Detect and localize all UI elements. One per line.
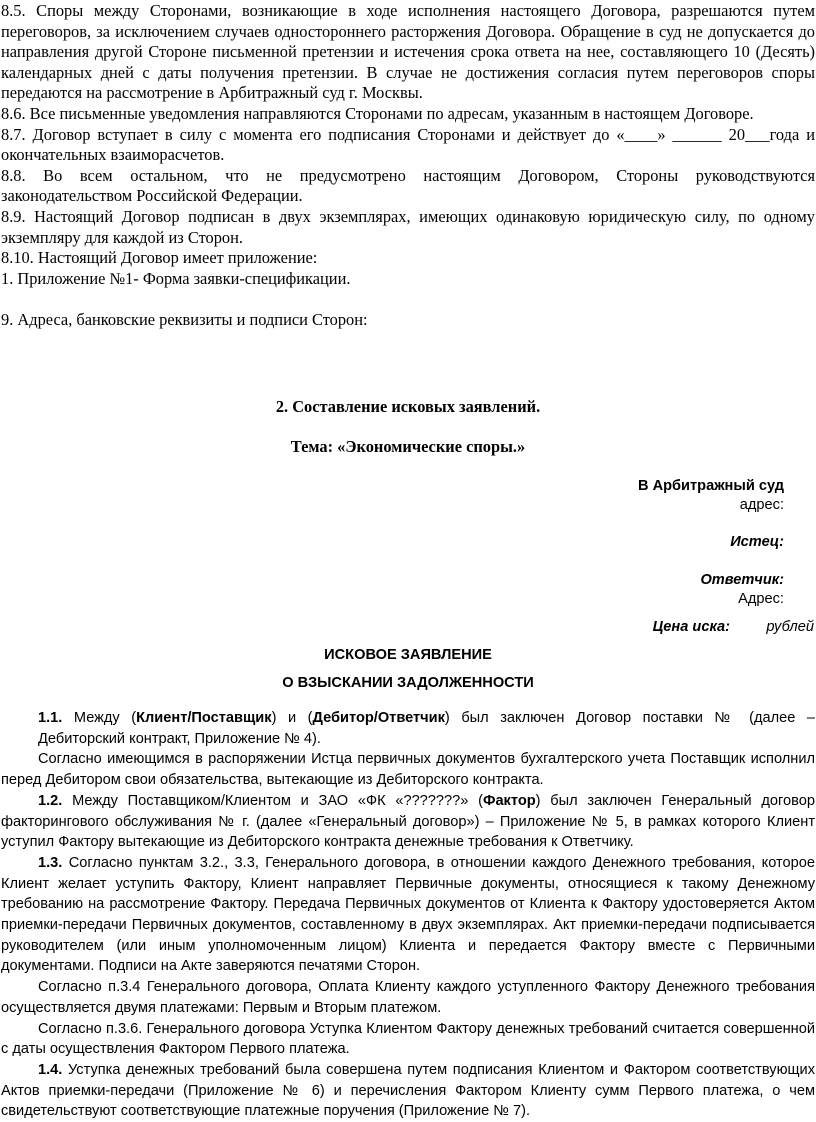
text-fragment: ) и ( — [271, 710, 313, 726]
defendant-label: Ответчик: — [700, 572, 784, 588]
paragraph-number: 1.1. — [38, 710, 63, 726]
clause-8-6: 8.6. Все письменные уведомления направляются Сторонами по адресам, указанным в настоящем Договоре. — [1, 103, 754, 123]
claim-price-label: Цена иска: — [652, 619, 730, 635]
paragraph-1-3-b: Согласно п.3.4 Генерального договора, Оплата Клиенту каждого уступленного Фактору Денежного требования осуществляется двумя платежами: Первым и Вторым платежом. — [1, 979, 815, 1016]
spacer — [1, 289, 815, 310]
claim-subtitle: О ВЗЫСКАНИИ ЗАДОЛЖЕННОСТИ — [282, 675, 534, 691]
court-label: В Арбитражный суд — [638, 478, 784, 494]
paragraph-number: 1.2. — [38, 792, 63, 809]
section-9-heading: 9. Адреса, банковские реквизиты и подписи Сторон: — [1, 310, 368, 330]
text-fragment: Между Поставщиком/Клиентом и ЗАО «ФК «???????» ( — [62, 792, 483, 809]
paragraph-1-1-b: Согласно имеющимся в распоряжении Истца первичных документов бухгалтерского учета Поставщик исполнил перед Дебитором свои обязательства, вытекающие из Дебиторского контракта. — [1, 751, 815, 789]
text-fragment: Уступка денежных требований была совершена путем подписания Клиентом и Фактором соответствующих Актов приемки-передачи (Приложение № 6) и перечисления Фактором Клиенту сумм Первого платежа, о чем свидетельствуют соответствующие платежные поручения (Приложение № 7). — [1, 1061, 815, 1120]
defendant-address-label: Адрес: — [738, 591, 784, 607]
court-address-label: адрес: — [739, 497, 784, 513]
clause-8-9: 8.9. Настоящий Договор подписан в двух экземплярах, имеющих одинаковую юридическую силу, по одному экземпляру для каждой из Сторон. — [1, 206, 815, 247]
text-fragment: Между ( — [62, 710, 137, 726]
appendix-1: 1. Приложение №1- Форма заявки-спецификации. — [1, 268, 351, 288]
claim-title: ИСКОВОЕ ЗАЯВЛЕНИЕ — [324, 647, 492, 663]
section-2-title: 2. Составление исковых заявлений. — [275, 397, 541, 416]
paragraph-1-3 — [1, 853, 815, 977]
paragraph-number: 1.3. — [38, 854, 63, 871]
claim-price-unit: рублей — [766, 619, 814, 635]
clause-8-10: 8.10. Настоящий Договор имеет приложение: — [1, 248, 318, 268]
text-fragment: Согласно пунктам 3.2., 3.3, Генерального договора, в отношении каждого Денежного требования, которое Клиент желает уступить Фактору, Клиент направляет Первичные документы, относящиеся к такому Денежному требованию на рассмотрение Фактору. Передача Первичных документов от Клиента к Фактору удостоверяется Актом приемки-передачи Первичных документов, составленному в двух экземплярах. Акт приемки-передачи подписывается руководителем (или иным уполномоченным лицом) Клиента и передается Фактору вместе с Первичными документами. Подписи на Акте заверяются печатями Сторон. — [1, 854, 815, 975]
claim-body — [1, 708, 815, 1122]
contract-clauses — [1, 1, 815, 331]
clause-8-7: 8.7. Договор вступает в силу с момента его подписания Сторонами и действует до «____» ______ 20___года и окончательных взаиморасчетов. — [1, 124, 815, 165]
paragraph-number: 1.4. — [38, 1061, 63, 1078]
client-term: Клиент/Поставщик — [136, 710, 272, 726]
paragraph-1-3-c: Согласно п.3.6. Генерального договора Уступка Клиентом Фактору денежных требований считается совершенной с даты осуществления Фактором Первого платежа. — [1, 1020, 815, 1058]
text-fragment: ) был заключен Договор поставки № (далее – Дебиторский контракт, Приложение № 4). — [38, 710, 815, 747]
debtor-term: Дебитор/Ответчик — [312, 710, 445, 726]
clause-8-8: 8.8. Во всем остальном, что не предусмотрено настоящим Договором, Стороны руководствуются законодательством Российской Федерации. — [1, 165, 815, 206]
paragraph-1-1 — [1, 708, 815, 749]
topic-title: Тема: «Экономические споры.» — [290, 437, 526, 456]
text-fragment: ) был заключен Генеральный договор факторингового обслуживания № г. (далее «Генеральный договор») – Приложение № 5, в рамках которого Клиент уступил Фактору вытекающие из Дебиторского контракта денежные требования к Ответчику. — [1, 792, 815, 851]
clause-8-5: 8.5. Споры между Сторонами, возникающие в ходе исполнения настоящего Договора, разрешаются путем переговоров, за исключением случаев одностороннего расторжения Договора. Обращение в суд не допускается до направления другой Стороне письменной претензии и истечения срока ответа на нее, составляющего 10 (Десять) календарных дней с даты получения претензии. В случае не достижения согласия путем переговоров споры передаются на рассмотрение в Арбитражный суд г. Москвы. — [1, 1, 815, 103]
plaintiff-label: Истец: — [730, 534, 784, 550]
factor-term: Фактор — [482, 792, 536, 809]
paragraph-1-4 — [1, 1060, 815, 1122]
paragraph-1-2 — [1, 791, 815, 853]
